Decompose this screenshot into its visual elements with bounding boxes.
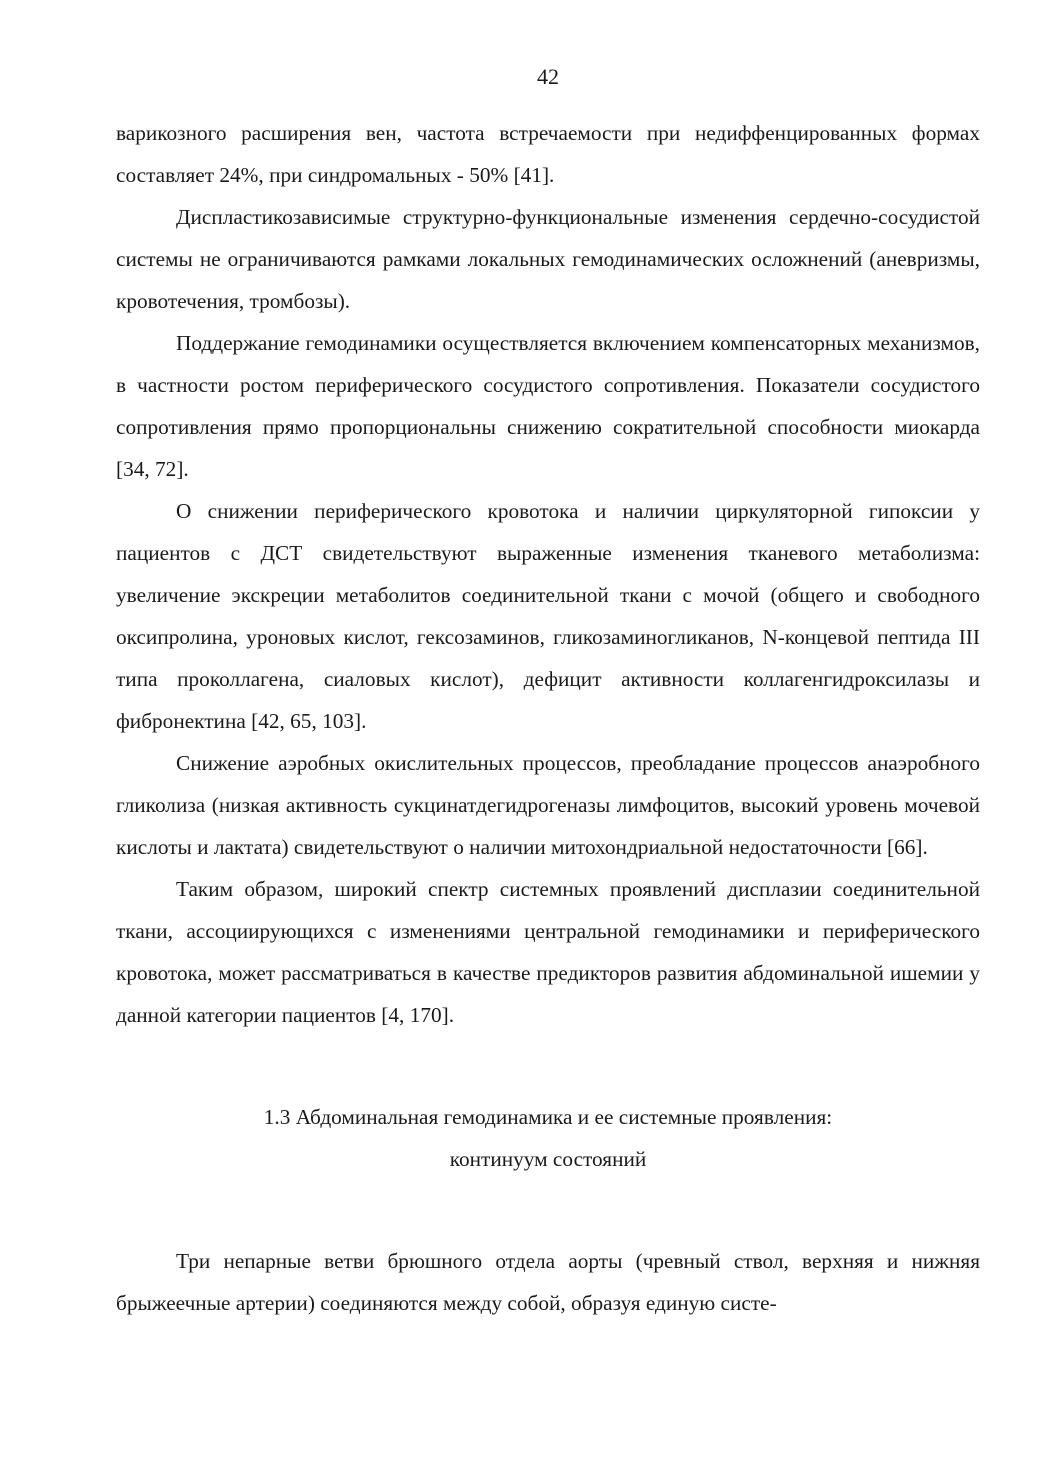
section-heading (116, 1096, 980, 1180)
page-number: 42 (537, 64, 559, 89)
section-heading-line-1: 1.3 Абдоминальная гемодинамика и ее системные проявления: (263, 1105, 833, 1129)
section-heading-line-2: континуум состояний (449, 1147, 647, 1171)
paragraph: О снижении периферического кровотока и наличии циркуляторной гипоксии у пациентов с ДСТ свидетельствуют выраженные изменения тканевого метаболизма: увеличение экскреции метаболитов соединительной ткани с мочой (общего и свободного оксипролина, уроновых кислот, гексозаминов, гликозаминогликанов, N-концевой пептида III типа проколлагена, сиаловых кислот), дефицит активности коллагенгидроксилазы и фибронектина [42, 65, 103]. (116, 499, 980, 733)
paragraph: Три непарные ветви брюшного отдела аорты (чревный ствол, верхняя и нижняя брыжеечные артерии) соединяются между собой, образуя единую систе- (116, 1249, 980, 1315)
paragraph: Поддержание гемодинамики осуществляется включением компенсаторных механизмов, в частности ростом периферического сосудистого сопротивления. Показатели сосудистого сопротивления прямо пропорциональны снижению сократительной способности миокарда [34, 72]. (116, 331, 980, 481)
paragraph: варикозного расширения вен, частота встречаемости при недиффенцированных формах составляет 24%, при синдромальных - 50% [41]. (116, 121, 980, 187)
paragraph: Таким образом, широкий спектр системных проявлений дисплазии соединительной ткани, ассоциирующихся с изменениями центральной гемодинамики и периферического кровотока, может рассматриваться в качестве предикторов развития абдоминальной ишемии у данной категории пациентов [4, 170]. (116, 877, 980, 1027)
paragraph: Снижение аэробных окислительных процессов, преобладание процессов анаэробного гликолиза (низкая активность сукцинатдегидрогеназы лимфоцитов, высокий уровень мочевой кислоты и лактата) свидетельствуют о наличии митохондриальной недостаточности [66]. (116, 751, 980, 859)
paragraph: Диспластикозависимые структурно-функциональные изменения сердечно-сосудистой системы не ограничиваются рамками локальных гемодинамических осложнений (аневризмы, кровотечения, тромбозы). (116, 205, 980, 313)
body-text (116, 112, 980, 1324)
